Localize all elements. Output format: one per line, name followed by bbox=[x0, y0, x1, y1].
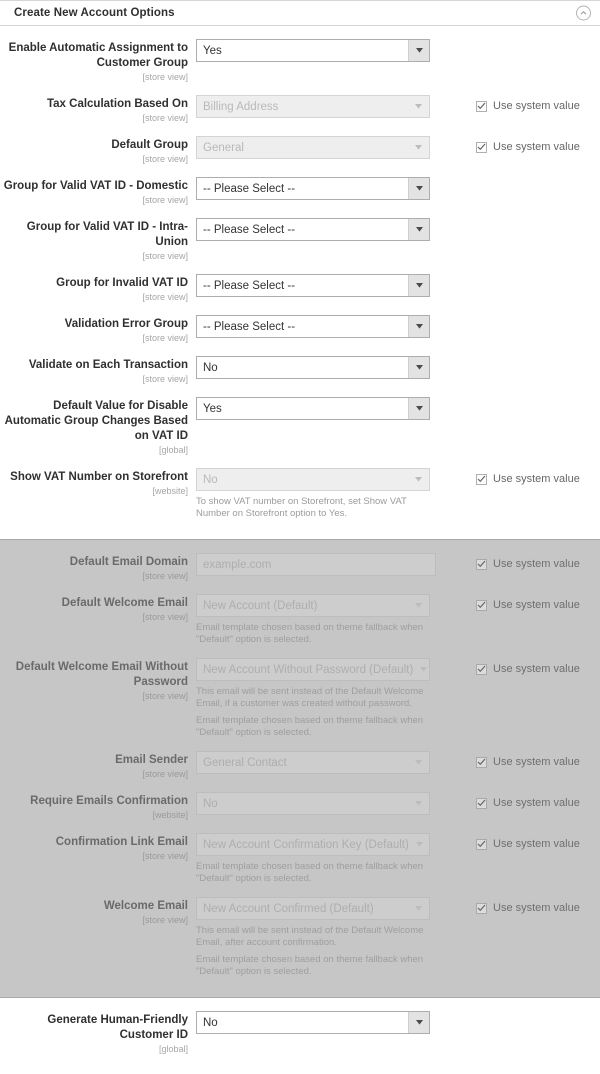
use-system-value-checkbox[interactable] bbox=[454, 830, 600, 850]
field-row bbox=[0, 655, 600, 739]
select-value: No bbox=[203, 473, 218, 486]
chevron-down-icon[interactable] bbox=[408, 316, 429, 337]
use-system-value-label: Use system value bbox=[493, 558, 580, 570]
chevron-down-icon bbox=[408, 898, 429, 919]
use-system-value-label: Use system value bbox=[493, 599, 580, 611]
field-label-col bbox=[0, 174, 196, 206]
select-dropdown[interactable] bbox=[196, 274, 430, 297]
field-control-col bbox=[196, 789, 454, 815]
field-row bbox=[0, 748, 600, 780]
select-dropdown[interactable] bbox=[196, 218, 430, 241]
use-system-value-label: Use system value bbox=[493, 756, 580, 768]
field-control-col bbox=[196, 312, 454, 338]
field-row bbox=[0, 894, 600, 978]
select-dropdown bbox=[196, 594, 430, 617]
field-control-col bbox=[196, 133, 454, 159]
select-value: No bbox=[203, 361, 218, 374]
field-hint: This email will be sent instead of the Default Welcome Email, if a customer was created without password. bbox=[196, 686, 424, 709]
field-label: Group for Invalid VAT ID bbox=[56, 277, 188, 289]
checkbox-icon[interactable] bbox=[476, 798, 487, 809]
checkbox-icon[interactable] bbox=[476, 559, 487, 570]
select-value: No bbox=[203, 797, 218, 810]
field-control-col bbox=[196, 465, 454, 520]
select-value: -- Please Select -- bbox=[203, 279, 296, 292]
chevron-down-icon bbox=[408, 595, 429, 616]
field-label: Group for Valid VAT ID - Domestic bbox=[3, 180, 188, 192]
field-control-col bbox=[196, 591, 454, 646]
field-row bbox=[0, 92, 600, 124]
field-control-col bbox=[196, 92, 454, 118]
select-dropdown[interactable] bbox=[196, 39, 430, 62]
field-label: Group for Valid VAT ID - Intra-Union bbox=[26, 221, 188, 248]
chevron-down-icon bbox=[409, 834, 430, 855]
select-value: General bbox=[203, 141, 244, 154]
text-input-value: example.com bbox=[203, 558, 272, 571]
field-label-col bbox=[0, 591, 196, 623]
field-hint: Email template chosen based on theme fallback when "Default" option is selected. bbox=[196, 954, 424, 977]
field-control-col bbox=[196, 550, 454, 576]
use-system-value-checkbox[interactable] bbox=[454, 92, 600, 112]
chevron-down-icon[interactable] bbox=[408, 275, 429, 296]
select-value: General Contact bbox=[203, 756, 287, 769]
chevron-down-icon bbox=[408, 793, 429, 814]
field-scope: [global] bbox=[158, 1044, 188, 1054]
field-label-col bbox=[0, 215, 196, 262]
select-value: Yes bbox=[203, 402, 222, 415]
field-scope: [store view] bbox=[142, 113, 188, 123]
field-label: Confirmation Link Email bbox=[55, 836, 188, 848]
chevron-down-icon bbox=[408, 469, 429, 490]
section-customer-id-options bbox=[0, 998, 600, 1074]
field-control-col bbox=[196, 394, 454, 420]
field-row bbox=[0, 465, 600, 520]
field-label-col bbox=[0, 36, 196, 83]
field-row bbox=[0, 591, 600, 646]
select-value: Billing Address bbox=[203, 100, 279, 113]
checkbox-icon[interactable] bbox=[476, 101, 487, 112]
field-label-col bbox=[0, 92, 196, 124]
field-label-col bbox=[0, 1008, 196, 1055]
field-row bbox=[0, 174, 600, 206]
field-label: Validate on Each Transaction bbox=[28, 359, 188, 371]
use-system-value-checkbox[interactable] bbox=[454, 133, 600, 153]
field-label-col bbox=[0, 353, 196, 385]
use-system-value-label: Use system value bbox=[493, 141, 580, 153]
field-label: Default Welcome Email bbox=[61, 597, 188, 609]
field-hint: Email template chosen based on theme fallback when "Default" option is selected. bbox=[196, 622, 424, 645]
field-label: Require Emails Confirmation bbox=[30, 795, 188, 807]
chevron-down-icon[interactable] bbox=[408, 398, 429, 419]
field-label: Email Sender bbox=[115, 754, 188, 766]
select-dropdown bbox=[196, 136, 430, 159]
field-row bbox=[0, 830, 600, 885]
field-control-col bbox=[196, 353, 454, 379]
field-control-col bbox=[196, 894, 454, 978]
chevron-down-icon[interactable] bbox=[408, 1012, 429, 1033]
field-label: Default Value for Disable Automatic Group Changes Based on VAT ID bbox=[4, 400, 188, 442]
field-label: Generate Human-Friendly Customer ID bbox=[47, 1014, 188, 1041]
field-scope: [store view] bbox=[142, 251, 188, 261]
field-scope: [store view] bbox=[142, 374, 188, 384]
field-scope: [store view] bbox=[142, 769, 188, 779]
field-control-col bbox=[196, 748, 454, 774]
use-system-value-checkbox[interactable] bbox=[454, 465, 600, 485]
field-row bbox=[0, 133, 600, 165]
chevron-down-icon bbox=[413, 659, 434, 680]
field-control-col bbox=[196, 655, 454, 739]
page-title: Create New Account Options bbox=[14, 7, 175, 19]
field-label: Default Group bbox=[111, 139, 188, 151]
select-value: New Account Confirmed (Default) bbox=[203, 902, 374, 915]
field-label-col bbox=[0, 789, 196, 821]
select-value: No bbox=[203, 1016, 218, 1029]
field-label: Welcome Email bbox=[103, 900, 188, 912]
select-value: -- Please Select -- bbox=[203, 223, 296, 236]
field-label: Tax Calculation Based On bbox=[46, 98, 188, 110]
field-row bbox=[0, 353, 600, 385]
field-hint: This email will be sent instead of the Default Welcome Email, after account confirmation. bbox=[196, 925, 424, 948]
select-dropdown[interactable] bbox=[196, 177, 430, 200]
select-dropdown bbox=[196, 833, 430, 856]
field-row bbox=[0, 789, 600, 821]
field-scope: [website] bbox=[152, 486, 188, 496]
chevron-down-icon[interactable] bbox=[408, 219, 429, 240]
checkbox-icon[interactable] bbox=[476, 600, 487, 611]
chevron-down-icon[interactable] bbox=[408, 40, 429, 61]
select-dropdown bbox=[196, 658, 430, 681]
field-hint: Email template chosen based on theme fallback when "Default" option is selected. bbox=[196, 861, 424, 884]
field-label: Validation Error Group bbox=[64, 318, 188, 330]
select-dropdown bbox=[196, 897, 430, 920]
field-hint: Email template chosen based on theme fallback when "Default" option is selected. bbox=[196, 715, 424, 738]
field-row bbox=[0, 36, 600, 83]
checkbox-icon[interactable] bbox=[476, 903, 487, 914]
field-scope: [store view] bbox=[142, 571, 188, 581]
field-row bbox=[0, 312, 600, 344]
field-scope: [store view] bbox=[142, 915, 188, 925]
use-system-value-label: Use system value bbox=[493, 838, 580, 850]
checkbox-icon[interactable] bbox=[476, 474, 487, 485]
use-system-value-checkbox[interactable] bbox=[454, 655, 600, 675]
field-row bbox=[0, 215, 600, 262]
text-input bbox=[196, 553, 436, 576]
checkbox-icon[interactable] bbox=[476, 664, 487, 675]
field-label: Show VAT Number on Storefront bbox=[10, 471, 188, 483]
chevron-down-icon bbox=[408, 137, 429, 158]
select-value: Yes bbox=[203, 44, 222, 57]
field-label-col bbox=[0, 465, 196, 497]
use-system-value-checkbox[interactable] bbox=[454, 550, 600, 570]
select-dropdown[interactable] bbox=[196, 356, 430, 379]
select-dropdown bbox=[196, 792, 430, 815]
field-scope: [store view] bbox=[142, 612, 188, 622]
use-system-value-label: Use system value bbox=[493, 797, 580, 809]
select-value: New Account Confirmation Key (Default) bbox=[203, 838, 409, 851]
field-scope: [store view] bbox=[142, 333, 188, 343]
field-label-col bbox=[0, 394, 196, 456]
panel-header bbox=[0, 1, 600, 26]
field-scope: [store view] bbox=[142, 72, 188, 82]
field-scope: [store view] bbox=[142, 195, 188, 205]
field-row bbox=[0, 271, 600, 303]
field-label-col bbox=[0, 655, 196, 702]
use-system-value-checkbox[interactable] bbox=[454, 789, 600, 809]
select-dropdown[interactable] bbox=[196, 397, 430, 420]
field-label-col bbox=[0, 133, 196, 165]
sections-container bbox=[0, 26, 600, 1074]
use-system-value-label: Use system value bbox=[493, 902, 580, 914]
use-system-value-label: Use system value bbox=[493, 663, 580, 675]
field-control-col bbox=[196, 1008, 454, 1034]
select-value: -- Please Select -- bbox=[203, 320, 296, 333]
field-scope: [store view] bbox=[142, 851, 188, 861]
field-label: Default Welcome Email Without Password bbox=[15, 661, 188, 688]
chevron-down-icon bbox=[408, 752, 429, 773]
field-control-col bbox=[196, 36, 454, 62]
select-value: New Account Without Password (Default) bbox=[203, 663, 414, 676]
use-system-value-label: Use system value bbox=[493, 100, 580, 112]
use-system-value-checkbox[interactable] bbox=[454, 894, 600, 914]
checkbox-icon[interactable] bbox=[476, 839, 487, 850]
field-label: Enable Automatic Assignment to Customer Group bbox=[8, 42, 188, 69]
field-scope: [website] bbox=[152, 810, 188, 820]
section-email-options bbox=[0, 539, 600, 998]
chevron-down-icon bbox=[408, 96, 429, 117]
field-control-col bbox=[196, 174, 454, 200]
field-row bbox=[0, 1008, 600, 1055]
field-label-col bbox=[0, 312, 196, 344]
field-row bbox=[0, 394, 600, 456]
field-control-col bbox=[196, 215, 454, 241]
select-dropdown bbox=[196, 751, 430, 774]
field-label: Default Email Domain bbox=[69, 556, 188, 568]
field-scope: [store view] bbox=[142, 292, 188, 302]
field-label-col bbox=[0, 830, 196, 862]
use-system-value-label: Use system value bbox=[493, 473, 580, 485]
field-scope: [store view] bbox=[142, 691, 188, 701]
select-value: New Account (Default) bbox=[203, 599, 318, 612]
field-scope: [store view] bbox=[142, 154, 188, 164]
field-label-col bbox=[0, 894, 196, 926]
field-label-col bbox=[0, 550, 196, 582]
select-dropdown[interactable] bbox=[196, 1011, 430, 1034]
field-label-col bbox=[0, 271, 196, 303]
use-system-value-checkbox[interactable] bbox=[454, 591, 600, 611]
field-label-col bbox=[0, 748, 196, 780]
use-system-value-checkbox[interactable] bbox=[454, 748, 600, 768]
field-scope: [global] bbox=[158, 445, 188, 455]
field-row bbox=[0, 550, 600, 582]
select-dropdown bbox=[196, 468, 430, 491]
checkbox-icon[interactable] bbox=[476, 142, 487, 153]
select-value: -- Please Select -- bbox=[203, 182, 296, 195]
chevron-down-icon[interactable] bbox=[408, 357, 429, 378]
chevron-up-circle-icon[interactable] bbox=[576, 6, 591, 21]
checkbox-icon[interactable] bbox=[476, 757, 487, 768]
field-control-col bbox=[196, 830, 454, 885]
section-vat-options bbox=[0, 26, 600, 539]
select-dropdown[interactable] bbox=[196, 315, 430, 338]
select-dropdown bbox=[196, 95, 430, 118]
field-hint: To show VAT number on Storefront, set Show VAT Number on Storefront option to Yes. bbox=[196, 496, 407, 519]
field-control-col bbox=[196, 271, 454, 297]
chevron-down-icon[interactable] bbox=[408, 178, 429, 199]
